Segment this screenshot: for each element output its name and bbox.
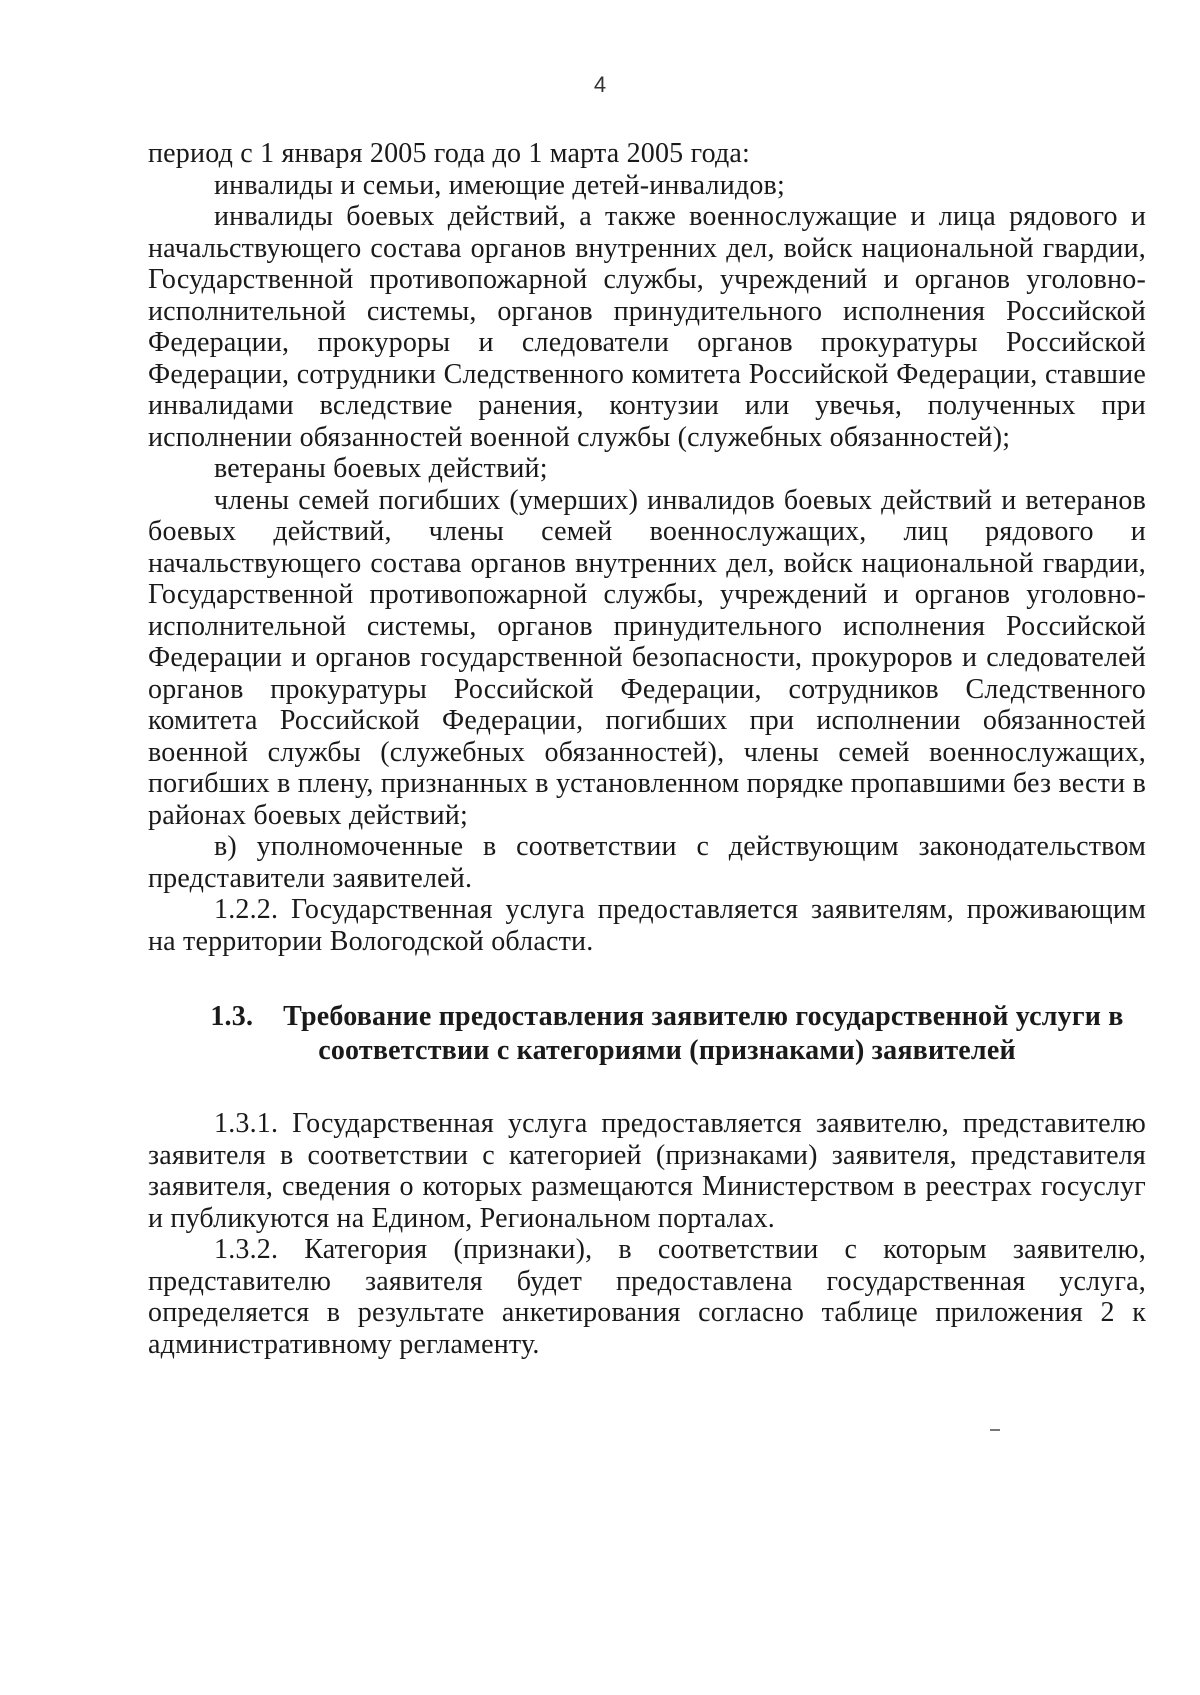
paragraph-family-members: члены семей погибших (умерших) инвалидов боевых действий и ветеранов боевых действий, члены семей военнослужащих, лиц рядового и начальствующего состава органов внутренних дел, войск национальной гвардии, Государственной противопожарной службы, учреждений и органов уголовно-исполнительной системы, органов принудительного исполнения Российской Федерации и органов государственной безопасности, прокуроров и следователей органов прокуратуры Российской Федерации, сотрудников Следственного комитета Российской Федерации, погибших при исполнении обязанностей военной службы (служебных обязанностей), члены семей военнослужащих, погибших в плену, признанных в установленном порядке пропавшими без вести в районах боевых действий;: [148, 484, 1146, 831]
scan-mark: [990, 1429, 1000, 1431]
paragraph-1-2-2: 1.2.2. Государственная услуга предоставляется заявителям, проживающим на территории Вологодской области.: [148, 894, 1146, 957]
page-number: 4: [593, 72, 607, 97]
paragraph-disabled-families: инвалиды и семьи, имеющие детей-инвалидов;: [214, 169, 785, 201]
paragraph-1-3-2: 1.3.2. Категория (признаки), в соответствии с которым заявителю, представителю заявителя будет предоставлена государственная услуга, определяется в результате анкетирования согласно таблице приложения 2 к административному регламенту.: [148, 1234, 1146, 1360]
paragraph-period: период с 1 января 2005 года до 1 марта 2005 года:: [148, 138, 751, 169]
section-heading: [148, 1000, 1146, 1068]
paragraph-authorized-representatives: в) уполномоченные в соответствии с действующим законодательством представители заявителей.: [148, 831, 1146, 894]
paragraph-1-3-1: 1.3.1. Государственная услуга предоставляется заявителю, представителю заявителя в соответствии с категорией (признаками) заявителя, представителя заявителя, сведения о которых размещаются Министерством в реестрах госуслуг и публикуются на Едином, Региональном порталах.: [148, 1108, 1146, 1234]
section-number: 1.3.: [210, 1001, 254, 1032]
document-body: [148, 138, 1146, 1360]
paragraph-combat-veterans: ветераны боевых действий;: [214, 453, 548, 484]
section-title: Требование предоставления заявителю государственной услуги в соответствии с категориями (признаками) заявителей: [283, 1001, 1124, 1066]
paragraph-combat-disabled: инвалиды боевых действий, а также военнослужащие и лица рядового и начальствующего состава органов внутренних дел, войск национальной гвардии, Государственной противопожарной службы, учреждений и органов уголовно-исполнительной системы, органов принудительного исполнения Российской Федерации, прокуроры и следователи органов прокуратуры Российской Федерации, сотрудники Следственного комитета Российской Федерации, ставшие инвалидами вследствие ранения, контузии или увечья, полученных при исполнении обязанностей военной службы (служебных обязанностей);: [148, 201, 1146, 453]
